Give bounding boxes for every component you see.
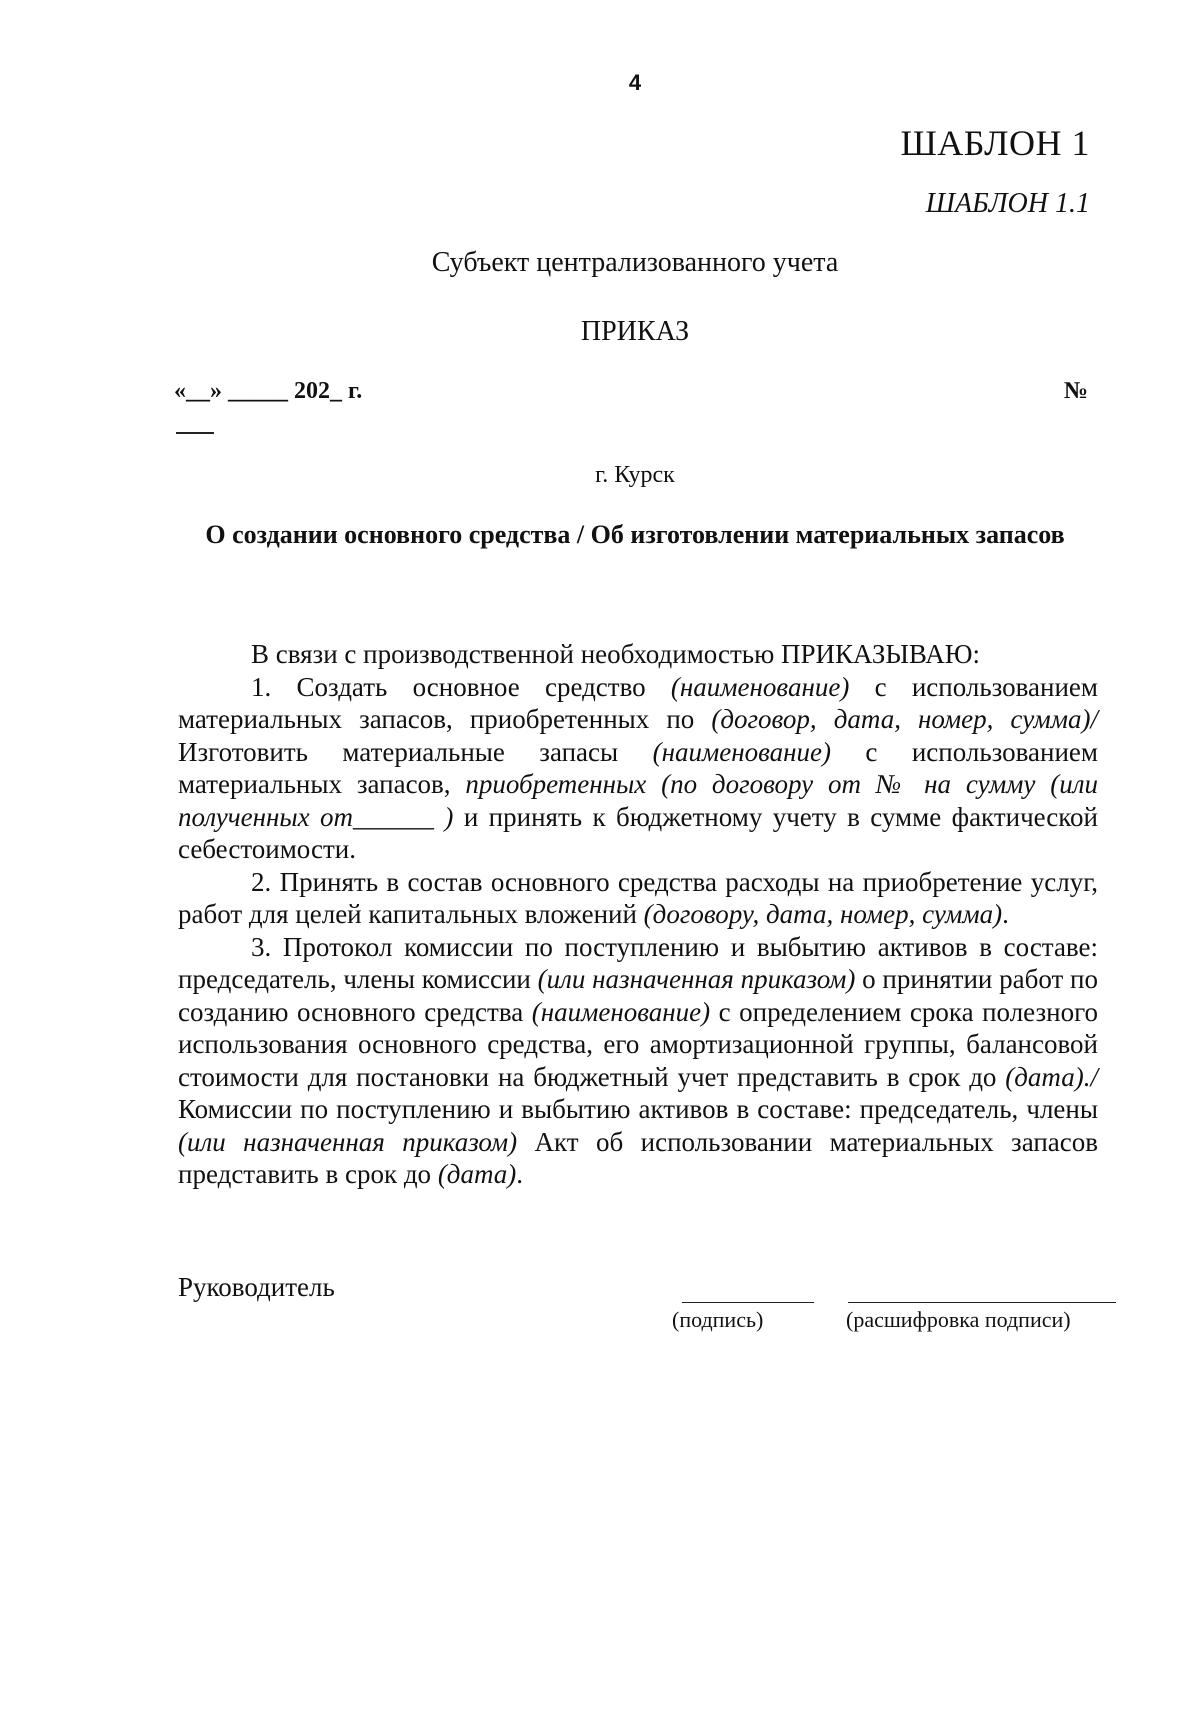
document-type: ПРИКАЗ xyxy=(580,316,690,347)
p3-placeholder-date: (дата)./ xyxy=(1005,1061,1098,1092)
paragraph-3 xyxy=(178,931,1098,1191)
p3-text: 3. Протокол комиссии по поступлению и выбытию активов в составе: председатель, члены комиссии xyxy=(178,931,1098,994)
p2-text: . xyxy=(1002,899,1009,929)
number-sign: № xyxy=(1063,378,1088,404)
paragraph-1 xyxy=(178,671,1098,866)
p3-placeholder-commission: (или назначенная приказом) xyxy=(537,964,856,994)
p3-placeholder-date: (дата) xyxy=(437,1159,517,1189)
p3-text: Акт об использовании материальных запасов представить в срок до xyxy=(178,1126,1099,1189)
paragraph-2 xyxy=(178,866,1098,931)
p3-text: . xyxy=(516,1159,524,1189)
p2-text: 2. Принять в состав основного средства расходы на приобретение услуг, работ для целей капитальных вложений xyxy=(178,866,1098,929)
signer-title: Руководитель xyxy=(178,1272,335,1302)
p1-placeholder-name: (наименование) xyxy=(670,671,850,702)
date-line: «__» _____ 202_ г. xyxy=(174,378,363,404)
signature-decoding-caption: (расшифровка подписи) xyxy=(846,1307,1071,1332)
document-body xyxy=(178,638,1098,1191)
template-subtitle: ШАБЛОН 1.1 xyxy=(925,188,1090,219)
p1-placeholder-name: (наименование) xyxy=(652,736,831,767)
p1-placeholder-contract: (договор, дата, номер, сумма)/ xyxy=(711,704,1098,734)
p3-placeholder-commission: (или назначенная приказом) xyxy=(178,1126,518,1157)
city: г. Курск xyxy=(595,462,675,488)
intro-paragraph: В связи с производственной необходимостью ПРИКАЗЫВАЮ: xyxy=(251,639,980,669)
page-number: 4 xyxy=(628,70,642,95)
signature-decoding-line xyxy=(848,1302,1116,1303)
blank-underline xyxy=(176,432,214,434)
p3-text: о принятии работ по созданию основного средства xyxy=(178,964,1099,1027)
p1-text: с использованием материальных запасов, приобретенных по xyxy=(178,671,1098,734)
p3-text: с определением срока полезного использования основного средства, его амортизационной группы, балансовой стоимости для постановки на бюджетный учет представить в срок до xyxy=(178,996,1098,1092)
p3-placeholder-name: (наименование) xyxy=(531,996,711,1027)
signature-caption: (подпись) xyxy=(672,1307,764,1332)
p2-placeholder-contract: (договору, дата, номер, сумма) xyxy=(643,899,1003,929)
p1-text: 1. Создать основное средство xyxy=(251,671,671,702)
document-heading: О создании основного средства / Об изготовлении материальных запасов xyxy=(205,520,1065,549)
p1-text: и принять к бюджетному учету в сумме фактической себестоимости. xyxy=(178,801,1098,864)
template-title: ШАБЛОН 1 xyxy=(900,123,1090,163)
p3-text: Комиссии по поступлению и выбытию активов в составе: председатель, члены xyxy=(178,1094,1098,1124)
p1-text: Изготовить материальные запасы xyxy=(178,736,653,767)
p1-placeholder-source: приобретенных (по договору от № на сумму (или полученных от______ ) xyxy=(178,769,1098,832)
p1-text: с использованием материальных запасов, xyxy=(178,736,1098,799)
signature-line xyxy=(682,1302,814,1303)
organization-name: Субъект централизованного учета xyxy=(431,247,839,278)
